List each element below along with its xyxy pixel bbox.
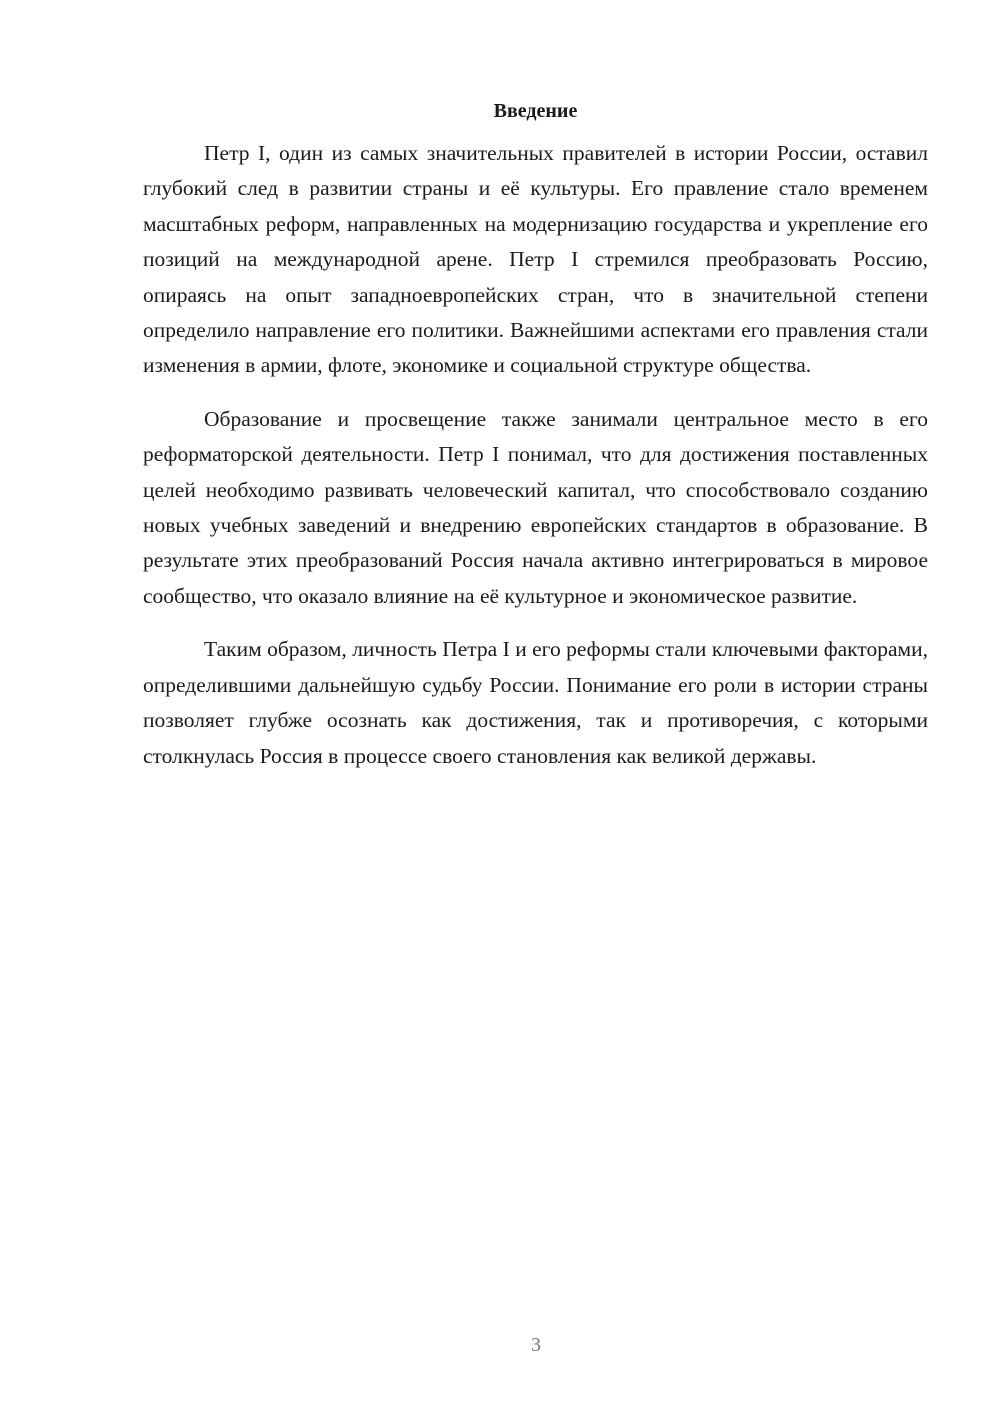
page-number: 3 <box>531 1334 541 1356</box>
paragraph-3: Таким образом, личность Петра I и его реформы стали ключевыми факторами, определившими дальнейшую судьбу России. Понимание его роли в истории страны позволяет глубже осознать как достижения, так и противоречия, с которыми столкнулась Россия в процессе своего становления как великой державы. <box>143 637 928 768</box>
paragraph-2: Образование и просвещение также занимали центральное место в его реформаторской деятельности. Петр I понимал, что для достижения поставленных целей необходимо развивать человеческий капитал, что способствовало созданию новых учебных заведений и внедрению европейских стандартов в образование. В результате этих преобразований Россия начала активно интегрироваться в мировое сообщество, что оказало влияние на её культурное и экономическое развитие. <box>143 406 928 608</box>
document-body <box>143 96 928 792</box>
section-title: Введение <box>493 100 578 122</box>
paragraph-1: Петр I, один из самых значительных правителей в истории России, оставил глубокий след в развитии страны и её культуры. Его правление стало временем масштабных реформ, направленных на модернизацию государства и укрепление его позиций на международной арене. Петр I стремился преобразовать Россию, опираясь на опыт западноевропейских стран, что в значительной степени определило направление его политики. Важнейшими аспектами его правления стали изменения в армии, флоте, экономике и социальной структуре общества. <box>143 141 928 378</box>
